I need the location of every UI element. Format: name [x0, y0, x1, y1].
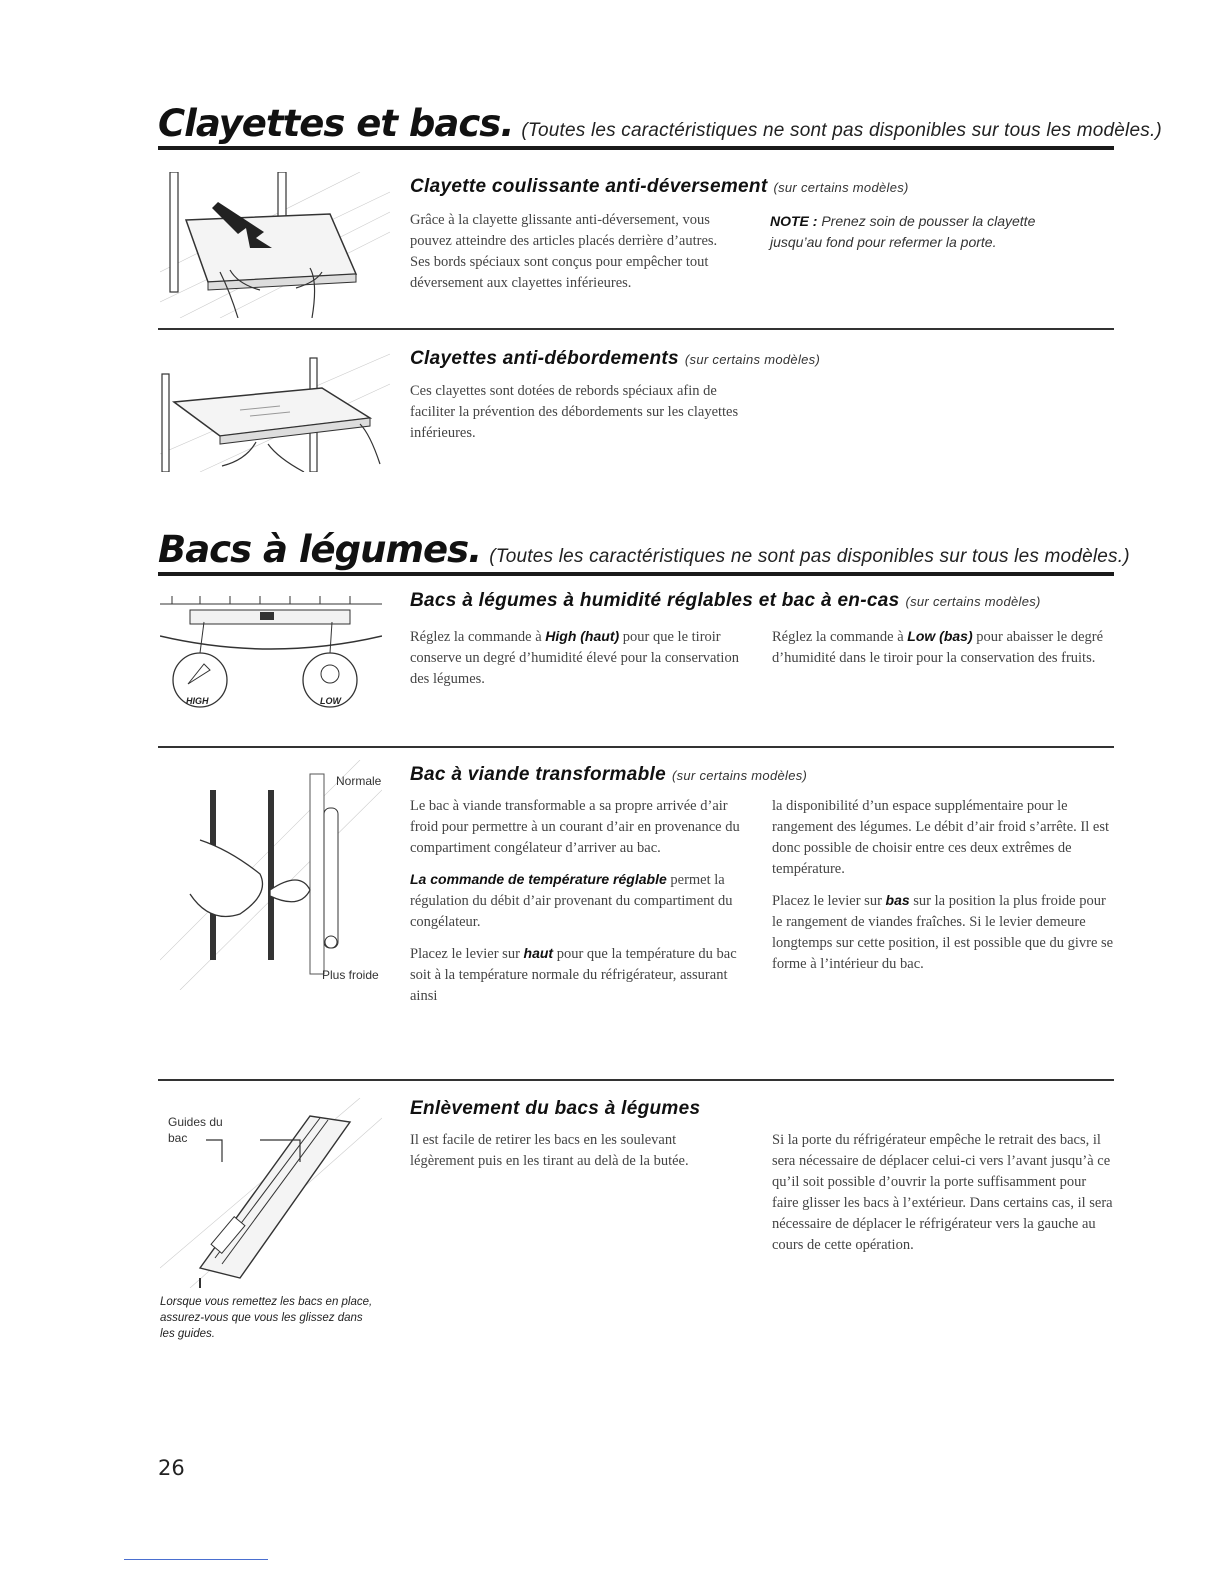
emphasis: High (haut): [545, 628, 620, 644]
heading-text: Bacs à légumes à humidité réglables et bac à en-cas: [410, 590, 900, 611]
section-rule: [158, 146, 1114, 150]
divider: [158, 1079, 1114, 1081]
page-number: 26: [158, 1456, 185, 1480]
heading-text: Clayette coulissante anti-déversement: [410, 176, 768, 197]
section-title-text: Clayettes et bacs.: [158, 102, 514, 145]
heading-qualifier: (sur certains modèles): [684, 352, 821, 367]
text: pour abaisser le degré d’humidité dans le tiroir pour la conservation des fruits.: [772, 629, 1104, 666]
heading-text: Bac à viande transformable: [410, 764, 666, 785]
section-title-bacs: [158, 528, 1130, 571]
paragraph: [772, 626, 1114, 669]
sliding-shelf-text: [410, 210, 740, 304]
heading-sliding-shelf: [410, 176, 909, 198]
paragraph: Ces clayettes sont dotées de rebords spéciaux afin de faciliter la prévention des débordements sur les clayettes inférieures.: [410, 383, 739, 441]
heading-qualifier: (sur certains modèles): [905, 594, 1041, 609]
emphasis: haut: [523, 945, 554, 961]
emphasis: Low (bas): [907, 628, 973, 644]
guides-caption: Lorsque vous remettez les bacs en place, assurez-vous que vous les glissez dans les guides.: [160, 1296, 373, 1340]
footer-line: [124, 1559, 268, 1560]
section-subtitle: (Toutes les caractéristiques ne sont pas disponibles sur tous les modèles.): [489, 546, 1130, 567]
divider: [158, 328, 1114, 330]
label-normale: Normale: [336, 774, 382, 788]
heading-meat: [410, 764, 807, 786]
heading-text: Enlèvement du bacs à légumes: [410, 1098, 701, 1119]
section-subtitle: (Toutes les caractéristiques ne sont pas disponibles sur tous les modèles.): [521, 120, 1162, 141]
section-title-text: Bacs à légumes.: [158, 528, 482, 571]
label-plus-froide: Plus froide: [322, 968, 379, 982]
label-high: HIGH: [186, 696, 209, 706]
heading-spill-shelf: [410, 348, 820, 370]
heading-humidity: [410, 590, 1041, 612]
text: permet la régulation du débit d’air provenant du compartiment du congélateur.: [410, 872, 733, 930]
text: Réglez la commande à: [772, 629, 904, 645]
text: Réglez la commande à: [410, 629, 542, 645]
paragraph: Le bac à viande transformable a sa propre arrivée d’air froid pour permettre à un courant d’air en provenance du compartiment congélateur d’arriver au bac.: [410, 798, 740, 856]
heading-qualifier: (sur certains modèles): [671, 768, 808, 783]
heading-qualifier: (sur certains modèles): [773, 180, 909, 195]
emphasis: bas: [885, 892, 910, 908]
divider: [158, 746, 1114, 748]
emphasis: La commande de température réglable: [410, 871, 667, 887]
text: pour que la température du bac soit à la température normale du réfrigérateur, assurant ainsi: [410, 946, 737, 1004]
text: Placez le levier sur: [410, 946, 520, 962]
meat-col2: [772, 796, 1114, 985]
text: sur la position la plus froide pour le rangement de viandes fraîches. Si le levier demeure longtemps sur cette position, il est possible que du givre se forme à l’intérieur du bac.: [772, 893, 1114, 972]
section-rule: [158, 572, 1114, 576]
paragraph: [772, 890, 1114, 975]
humidity-col1: [410, 626, 750, 700]
paragraph: Il est facile de retirer les bacs en les soulevant légèrement puis en les tirant au delà de la butée.: [410, 1132, 689, 1169]
heading-text: Clayettes anti-débordements: [410, 348, 679, 369]
removal-col2: [772, 1130, 1114, 1266]
sliding-shelf-note: [770, 211, 1090, 253]
heading-removal: [410, 1098, 700, 1120]
paragraph: la disponibilité d’un espace supplémentaire pour le rangement des légumes. Le débit d’air froid s’arrête. Il est donc possible de choisir entre ces deux extrêmes de température.: [772, 798, 1109, 877]
meat-drawer-illustration: [160, 760, 382, 990]
humidity-control-illustration: [160, 592, 382, 722]
paragraph: [410, 869, 750, 933]
text: pour que le tiroir conserve un degré d’humidité élevé pour la conservation des légumes.: [410, 629, 739, 687]
meat-col1: [410, 796, 750, 1017]
paragraph: [410, 626, 750, 690]
label-low: LOW: [320, 696, 341, 706]
text: Placez le levier sur: [772, 893, 882, 909]
note-text: Prenez soin de pousser la clayette jusqu’au fond pour refermer la porte.: [770, 213, 1036, 250]
sliding-shelf-illustration: [160, 172, 390, 318]
spillproof-shelf-illustration: [160, 344, 390, 472]
spill-shelf-text: [410, 381, 760, 454]
paragraph: Grâce à la clayette glissante anti-déversement, vous pouvez atteindre des articles placés derrière d’autres. Ses bords spéciaux sont conçus pour empêcher tout déversement aux clayettes inférieures.: [410, 212, 718, 291]
section-title-clayettes: [158, 102, 1162, 145]
note-label: NOTE :: [770, 213, 818, 229]
paragraph: Si la porte du réfrigérateur empêche le retrait des bacs, il sera nécessaire de déplacer celui-ci vers l’avant jusqu’à ce qu’il soit possible d’ouvrir la porte suffisamment pour faire glisser les bacs à l’extérieur. Dans certains cas, il sera nécessaire de déplacer le réfrigérateur vers la gauche au cours de cette opération.: [772, 1132, 1113, 1253]
paragraph: [410, 943, 750, 1007]
removal-col1: [410, 1130, 740, 1182]
humidity-col2: [772, 626, 1114, 679]
label-guides: Guides du bac: [168, 1115, 223, 1145]
